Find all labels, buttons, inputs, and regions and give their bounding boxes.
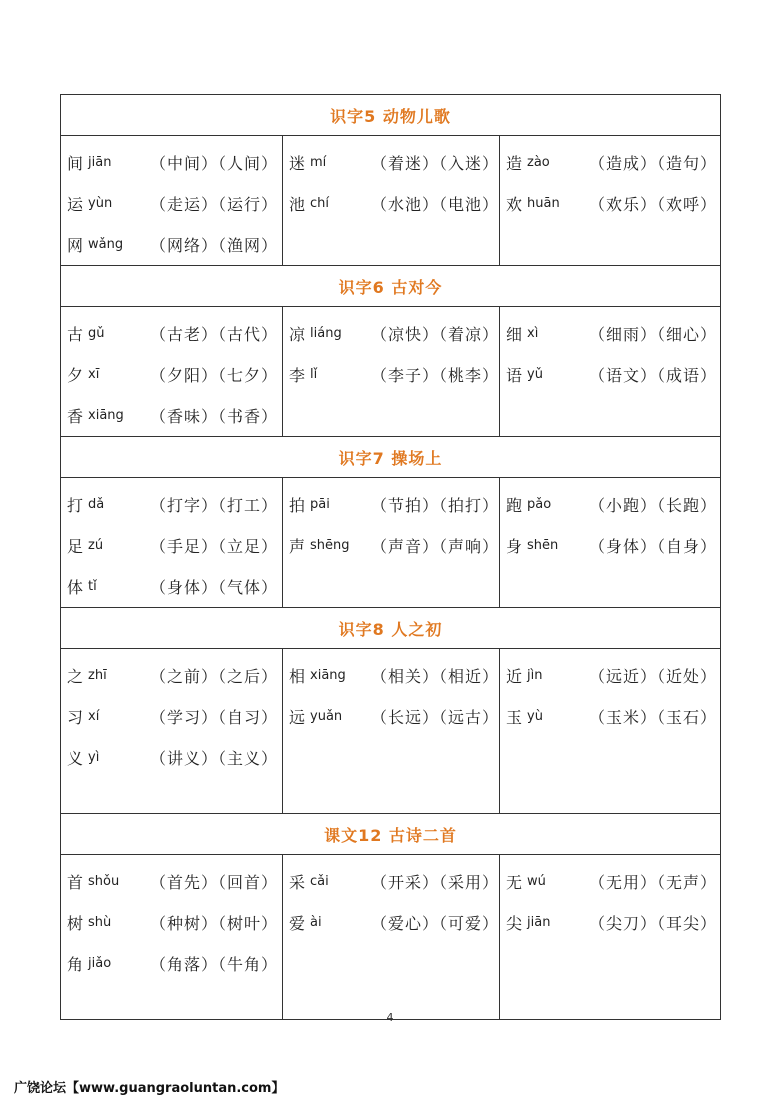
vocab-words: （手足）（立足）	[150, 537, 279, 556]
vocab-cell	[61, 478, 283, 608]
vocab-words: （小跑）（长跑）	[589, 496, 718, 515]
vocab-character: 夕	[67, 366, 84, 385]
vocab-character: 凉	[289, 325, 306, 344]
vocab-pinyin: liáng	[310, 326, 342, 341]
vocab-entry	[67, 183, 282, 224]
vocab-words: （学习）（自习）	[150, 708, 279, 727]
section-content-row	[61, 478, 721, 608]
vocab-cell	[500, 307, 721, 437]
vocab-character: 池	[289, 195, 306, 214]
vocab-cell	[61, 855, 283, 1020]
vocab-pinyin: shù	[88, 915, 112, 930]
vocab-pinyin: xiāng	[88, 408, 124, 423]
vocab-pinyin: shēng	[310, 538, 350, 553]
vocab-character: 首	[67, 873, 84, 892]
vocab-entry	[67, 313, 282, 354]
vocab-entry	[506, 902, 720, 943]
vocab-pinyin: jiǎo	[88, 956, 112, 971]
vocab-words: （语文）（成语）	[589, 366, 718, 385]
section-title-row	[61, 266, 721, 307]
vocab-words: （种树）（树叶）	[150, 914, 279, 933]
vocab-words: （夕阳）（七夕）	[150, 366, 279, 385]
vocab-words: （长远）（远古）	[370, 708, 499, 727]
vocab-character: 间	[67, 154, 84, 173]
page-number: 4	[386, 1011, 394, 1024]
vocab-entry	[289, 861, 499, 902]
vocab-character: 体	[67, 578, 84, 597]
vocab-cell	[283, 478, 500, 608]
section-title-cell	[61, 266, 721, 307]
vocab-words: （开采）（采用）	[370, 873, 499, 892]
vocab-words: （玉米）（玉石）	[589, 708, 718, 727]
vocab-entry	[289, 484, 499, 525]
section-title: 课文12 古诗二首	[324, 825, 457, 845]
vocab-entry	[67, 943, 282, 984]
vocab-entry	[289, 183, 499, 224]
vocab-pinyin: pǎo	[527, 497, 552, 512]
vocab-pinyin: zú	[88, 538, 104, 553]
vocab-character: 跑	[506, 496, 523, 515]
section-title: 识字7 操场上	[338, 448, 443, 468]
vocab-cell	[61, 307, 283, 437]
vocab-character: 习	[67, 708, 84, 727]
vocab-cell	[500, 136, 721, 266]
vocab-words: （之前）（之后）	[150, 667, 279, 686]
section-title-cell	[61, 814, 721, 855]
vocab-entry	[67, 525, 282, 566]
vocabulary-table-body	[61, 95, 721, 1020]
vocab-pinyin: shǒu	[88, 874, 120, 889]
vocab-pinyin: huān	[527, 196, 560, 211]
vocab-pinyin: wǎng	[88, 237, 124, 252]
section-title: 识字5 动物儿歌	[330, 106, 451, 126]
vocab-words: （无用）（无声）	[589, 873, 718, 892]
vocab-character: 网	[67, 236, 84, 255]
vocab-entry	[67, 566, 282, 607]
vocab-pinyin: ài	[310, 915, 322, 930]
vocab-pinyin: tǐ	[88, 579, 97, 594]
vocab-words: （凉快）（着凉）	[370, 325, 499, 344]
vocab-pinyin: pāi	[310, 497, 330, 512]
vocab-entry	[289, 142, 499, 183]
section-title-row	[61, 95, 721, 136]
vocab-cell	[500, 649, 721, 814]
vocab-character: 运	[67, 195, 84, 214]
vocab-words: （身体）（气体）	[150, 578, 279, 597]
vocab-words: （中间）（人间）	[150, 154, 279, 173]
vocab-pinyin: jìn	[527, 668, 543, 683]
vocab-character: 之	[67, 667, 84, 686]
vocab-entry	[67, 655, 282, 696]
vocab-entry	[506, 354, 720, 395]
vocab-character: 采	[289, 873, 306, 892]
vocab-cell	[283, 136, 500, 266]
vocab-character: 尖	[506, 914, 523, 933]
vocab-pinyin: yǔ	[527, 367, 543, 382]
vocab-entry	[506, 655, 720, 696]
vocab-words: （香味）（书香）	[150, 407, 279, 426]
vocab-character: 角	[67, 955, 84, 974]
vocab-character: 无	[506, 873, 523, 892]
vocab-entry	[289, 655, 499, 696]
vocab-pinyin: yù	[527, 709, 543, 724]
vocab-character: 打	[67, 496, 84, 515]
vocab-entry	[67, 861, 282, 902]
vocab-character: 身	[506, 537, 523, 556]
vocab-pinyin: xī	[88, 367, 100, 382]
vocab-words: （爱心）（可爱）	[370, 914, 499, 933]
vocab-character: 玉	[506, 708, 523, 727]
vocab-entry	[289, 525, 499, 566]
vocab-words: （走运）（运行）	[150, 195, 279, 214]
vocab-cell	[283, 307, 500, 437]
vocab-words: （身体）（自身）	[589, 537, 718, 556]
vocab-entry	[506, 313, 720, 354]
vocab-entry	[506, 861, 720, 902]
vocab-entry	[506, 525, 720, 566]
vocab-pinyin: yuǎn	[310, 709, 343, 724]
section-title: 识字6 古对今	[338, 277, 443, 297]
vocab-character: 语	[506, 366, 523, 385]
vocab-entry	[67, 737, 282, 778]
vocab-pinyin: zào	[527, 155, 550, 170]
vocab-cell	[61, 136, 283, 266]
vocab-character: 远	[289, 708, 306, 727]
vocab-character: 欢	[506, 195, 523, 214]
vocab-character: 声	[289, 537, 306, 556]
vocab-pinyin: xiāng	[310, 668, 346, 683]
vocab-entry	[67, 354, 282, 395]
vocab-entry	[67, 902, 282, 943]
vocab-pinyin: xì	[527, 326, 539, 341]
vocab-entry	[289, 354, 499, 395]
vocab-entry	[506, 142, 720, 183]
section-content-row	[61, 136, 721, 266]
vocab-words: （水池）（电池）	[370, 195, 499, 214]
vocab-character: 树	[67, 914, 84, 933]
vocab-words: （声音）（声响）	[370, 537, 499, 556]
vocab-words: （相关）（相近）	[370, 667, 499, 686]
vocab-pinyin: dǎ	[88, 497, 105, 512]
vocab-character: 义	[67, 749, 84, 768]
footer-site-label: 广饶论坛【www.guangraoluntan.com】	[14, 1081, 285, 1096]
vocab-pinyin: jiān	[527, 915, 551, 930]
vocab-pinyin: gǔ	[88, 326, 105, 341]
vocab-entry	[67, 224, 282, 265]
vocab-entry	[506, 696, 720, 737]
vocab-entry	[289, 696, 499, 737]
section-content-row	[61, 649, 721, 814]
vocab-pinyin: yì	[88, 750, 100, 765]
section-title-row	[61, 608, 721, 649]
vocab-cell	[500, 855, 721, 1020]
section-title: 识字8 人之初	[338, 619, 443, 639]
vocab-words: （细雨）（细心）	[589, 325, 718, 344]
vocab-words: （角落）（牛角）	[150, 955, 279, 974]
vocab-entry	[506, 183, 720, 224]
vocab-entry	[289, 902, 499, 943]
vocab-pinyin: chí	[310, 196, 330, 211]
vocab-character: 细	[506, 325, 523, 344]
vocab-pinyin: zhī	[88, 668, 107, 683]
vocab-pinyin: wú	[527, 874, 546, 889]
vocab-words: （网络）（渔网）	[150, 236, 279, 255]
vocab-cell	[61, 649, 283, 814]
vocab-pinyin: yùn	[88, 196, 113, 211]
section-title-row	[61, 814, 721, 855]
vocab-character: 古	[67, 325, 84, 344]
section-title-cell	[61, 437, 721, 478]
section-content-row	[61, 855, 721, 1020]
vocab-pinyin: cǎi	[310, 874, 329, 889]
vocab-pinyin: jiān	[88, 155, 112, 170]
vocab-words: （远近）（近处）	[589, 667, 718, 686]
vocab-words: （欢乐）（欢呼）	[589, 195, 718, 214]
vocab-character: 相	[289, 667, 306, 686]
vocab-words: （古老）（古代）	[150, 325, 279, 344]
section-title-row	[61, 437, 721, 478]
vocab-words: （李子）（桃李）	[370, 366, 499, 385]
vocab-entry	[67, 484, 282, 525]
vocab-words: （首先）（回首）	[150, 873, 279, 892]
vocab-words: （造成）（造句）	[589, 154, 718, 173]
section-title-cell	[61, 95, 721, 136]
vocab-character: 香	[67, 407, 84, 426]
vocab-entry	[67, 142, 282, 183]
vocab-cell	[283, 649, 500, 814]
vocab-pinyin: mí	[310, 155, 327, 170]
vocab-character: 爱	[289, 914, 306, 933]
vocab-cell	[500, 478, 721, 608]
section-title-cell	[61, 608, 721, 649]
vocab-character: 拍	[289, 496, 306, 515]
vocab-words: （尖刀）（耳尖）	[589, 914, 718, 933]
vocabulary-table	[60, 94, 721, 1020]
vocab-words: （讲义）（主义）	[150, 749, 279, 768]
vocab-character: 近	[506, 667, 523, 686]
vocab-words: （打字）（打工）	[150, 496, 279, 515]
vocab-character: 造	[506, 154, 523, 173]
vocab-entry	[67, 395, 282, 436]
vocab-character: 足	[67, 537, 84, 556]
vocab-entry	[67, 696, 282, 737]
vocab-entry	[506, 484, 720, 525]
vocab-pinyin: xí	[88, 709, 100, 724]
vocab-entry	[289, 313, 499, 354]
section-content-row	[61, 307, 721, 437]
vocab-character: 迷	[289, 154, 306, 173]
vocab-character: 李	[289, 366, 306, 385]
vocab-pinyin: shēn	[527, 538, 559, 553]
vocab-words: （着迷）（入迷）	[370, 154, 499, 173]
vocab-cell	[283, 855, 500, 1020]
vocab-words: （节拍）（拍打）	[370, 496, 499, 515]
vocab-pinyin: lǐ	[310, 367, 318, 382]
